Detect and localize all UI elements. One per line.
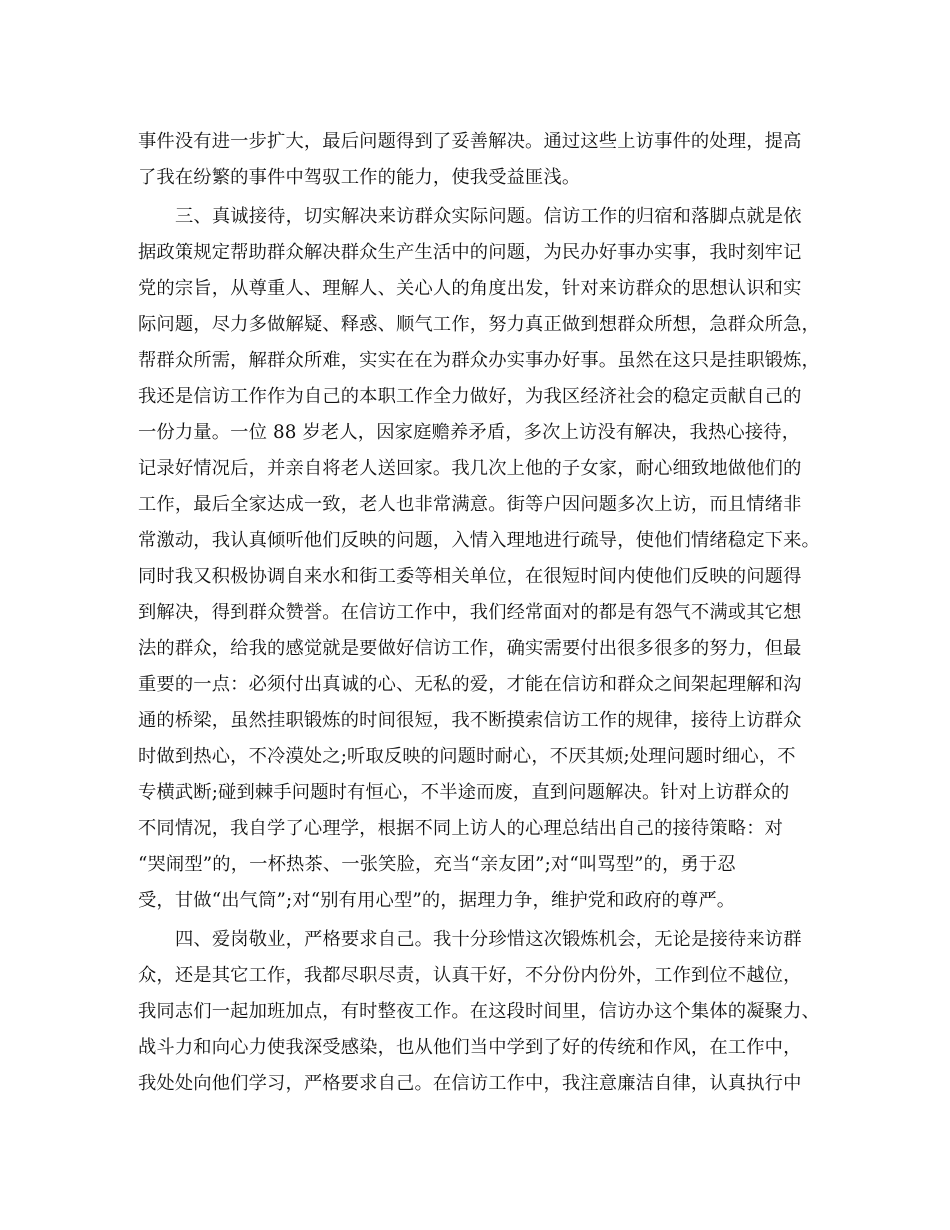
text-line: 法的群众，给我的感觉就是要做好信访工作，确实需要付出很多很多的努力，但最 bbox=[138, 638, 802, 659]
text-line: 受，甘做“出气筒”;对“别有用心型”的，据理力争，维护党和政府的尊严。 bbox=[138, 890, 736, 911]
text-line: 同时我又积极协调自来水和街工委等相关单位，在很短时间内使他们反映的问题得 bbox=[138, 566, 802, 587]
text-line: 战斗力和向心力使我深受感染，也从他们当中学到了好的传统和作风，在工作中， bbox=[138, 1037, 802, 1058]
text-line: 通的桥梁，虽然挂职锻炼的时间很短，我不断摸索信访工作的规律，接待上访群众 bbox=[138, 710, 802, 731]
text-line: 我同志们一起加班加点，有时整夜工作。在这段时间里，信访办这个集体的凝聚力、 bbox=[138, 1001, 820, 1022]
text-line: 不同情况，我自学了心理学，根据不同上访人的心理总结出自己的接待策略：对 bbox=[138, 818, 784, 839]
text-line: 常激动，我认真倾听他们反映的问题，入情入理地进行疏导，使他们情绪稳定下来。 bbox=[138, 530, 820, 551]
text-line: 党的宗旨，从尊重人、理解人、关心人的角度出发，针对来访群众的思想认识和实 bbox=[138, 278, 802, 299]
text-line: 我处处向他们学习，严格要求自己。在信访工作中，我注意廉洁自律，认真执行中 bbox=[138, 1073, 802, 1094]
text-line: 事件没有进一步扩大，最后问题得到了妥善解决。通过这些上访事件的处理，提高 bbox=[138, 131, 802, 152]
text-line: 时做到热心，不冷漠处之;听取反映的问题时耐心，不厌其烦;处理问题时细心，不 bbox=[138, 746, 796, 767]
text-line: 据政策规定帮助群众解决群众生产生活中的问题，为民办好事办实事，我时刻牢记 bbox=[138, 242, 802, 263]
text-line: 众，还是其它工作，我都尽职尽责，认真干好，不分份内份外，工作到位不越位， bbox=[138, 965, 802, 986]
text-line: 了我在纷繁的事件中驾驭工作的能力，使我受益匪浅。 bbox=[138, 167, 581, 188]
text-line: 我还是信访工作作为自己的本职工作全力做好，为我区经济社会的稳定贡献自己的 bbox=[138, 386, 802, 407]
text-line: 工作，最后全家达成一致，老人也非常满意。街等户因问题多次上访，而且情绪非 bbox=[138, 494, 802, 515]
text-line: 际问题，尽力多做解疑、释惑、顺气工作，努力真正做到想群众所想，急群众所急， bbox=[138, 314, 820, 335]
text-line: 一份力量。一位 88 岁老人，因家庭赡养矛盾，多次上访没有解决，我热心接待， bbox=[138, 422, 801, 443]
text-line: 专横武断;碰到棘手问题时有恒心，不半途而废，直到问题解决。针对上访群众的 bbox=[138, 782, 790, 803]
text-line: 帮群众所需，解群众所难，实实在在为群众办实事办好事。虽然在这只是挂职锻炼， bbox=[138, 350, 820, 371]
paragraph-first-line: 三、真诚接待，切实解决来访群众实际问题。信访工作的归宿和落脚点就是依 bbox=[175, 206, 802, 227]
text-line: 记录好情况后，并亲自将老人送回家。我几次上他的子女家，耐心细致地做他们的 bbox=[138, 458, 802, 479]
text-line: “哭闹型”的，一杯热茶、一张笑脸，充当“亲友团”;对“叫骂型”的，勇于忍 bbox=[138, 854, 736, 875]
paragraph-first-line: 四、爱岗敬业，严格要求自己。我十分珍惜这次锻炼机会，无论是接待来访群 bbox=[175, 929, 802, 950]
text-line: 重要的一点：必须付出真诚的心、无私的爱，才能在信访和群众之间架起理解和沟 bbox=[138, 674, 802, 695]
text-line: 到解决，得到群众赞誉。在信访工作中，我们经常面对的都是有怨气不满或其它想 bbox=[138, 602, 802, 623]
